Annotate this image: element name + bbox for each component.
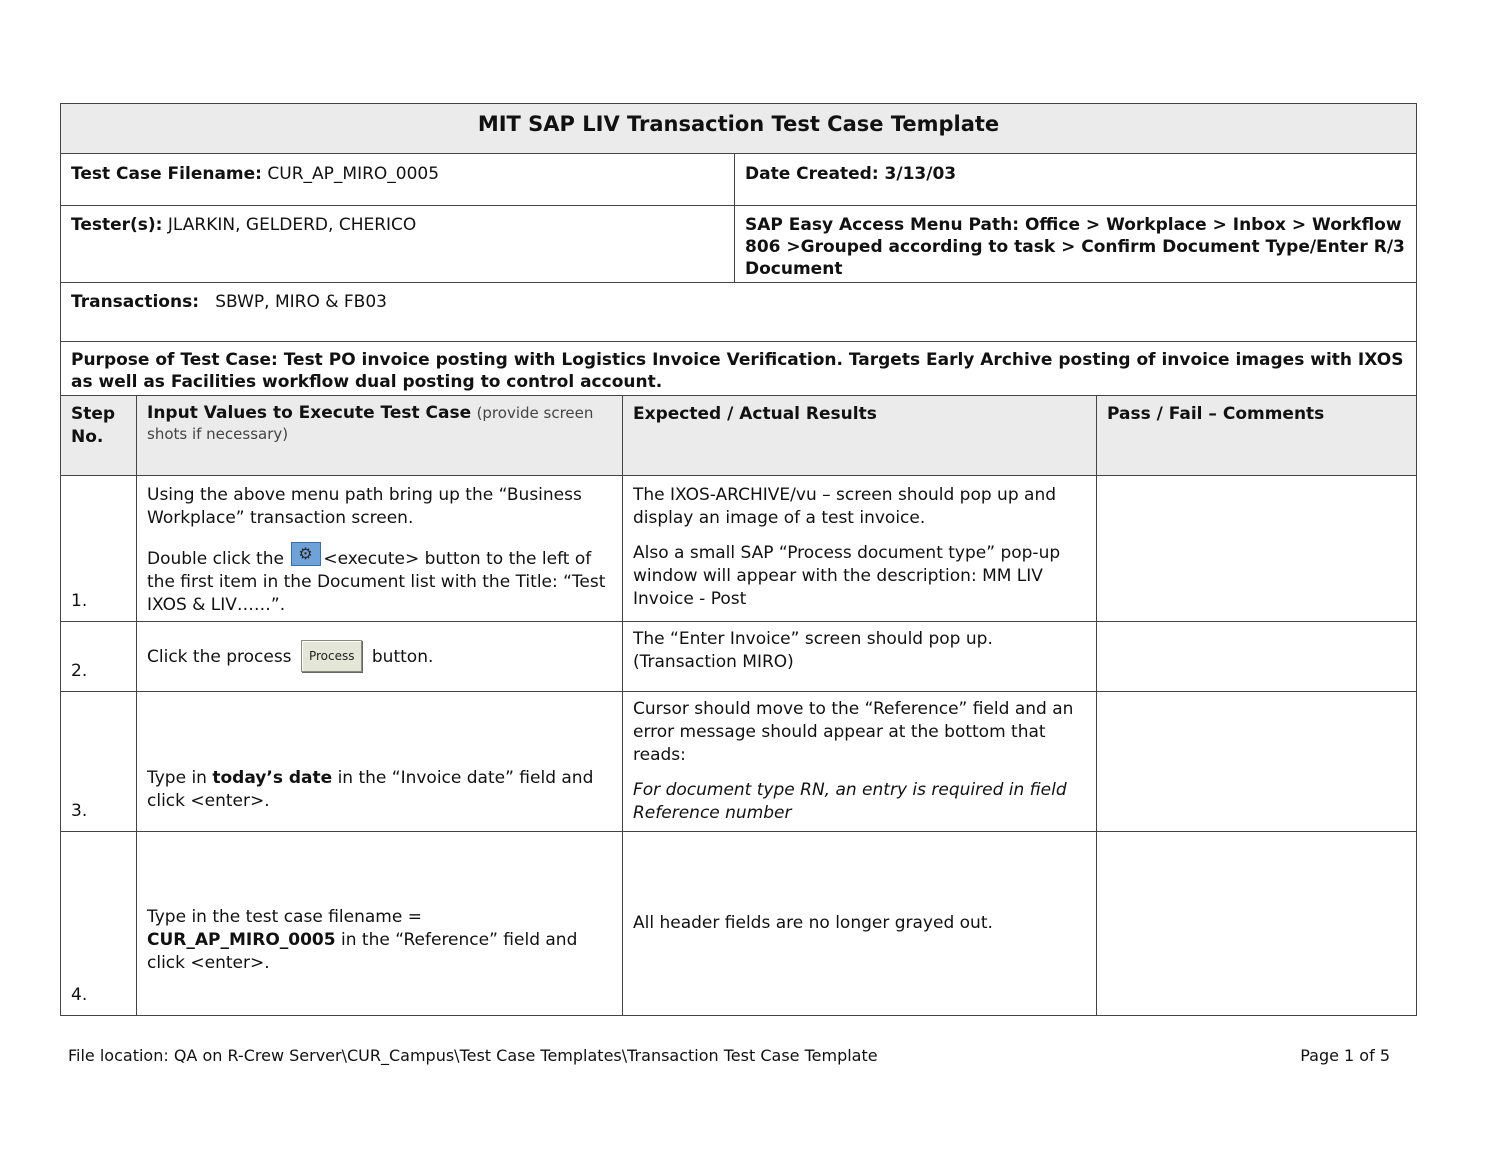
table-row <box>61 476 1417 622</box>
process-button-image: Process <box>301 640 363 672</box>
step-number: 2. <box>61 622 137 692</box>
step-input-text <box>147 542 612 617</box>
tester-label: Tester(s): <box>71 215 163 235</box>
title-row <box>61 104 1417 154</box>
step-expected <box>623 476 1097 622</box>
filename-value: CUR_AP_MIRO_0005 <box>267 164 440 184</box>
step-input-text-part: in the “Invoice date” field and click <enter>. <box>147 768 594 811</box>
step-input-text: Using the above menu path bring up the “Business Workplace” transaction screen. <box>147 485 582 528</box>
step-input-text-part: <execute> button to the left of the first item in the Document list with the Title: “Test IXOS & LIV……”. <box>147 549 606 615</box>
step-input <box>137 622 623 692</box>
step-expected: All header fields are no longer grayed out. <box>623 832 1097 1016</box>
transactions-cell: Transactions: SBWP, MIRO & FB03 <box>61 283 1417 342</box>
step-expected <box>623 692 1097 832</box>
step-number: 3. <box>61 692 137 832</box>
col-input-values <box>137 396 623 476</box>
file-location: File location: QA on R-Crew Server\CUR_Campus\Test Case Templates\Transaction Test Case Template <box>68 1046 878 1065</box>
step-expected-text: Also a small SAP “Process document type” pop-up window will appear with the description: MM LIV Invoice - Post <box>633 543 1061 609</box>
step-input-text-part: button. <box>371 646 434 667</box>
step-input-text-part: Double click the <box>147 549 284 569</box>
date-created: Date Created: 3/13/03 <box>735 154 1417 206</box>
column-header-row <box>61 396 1417 476</box>
col-pass-fail: Pass / Fail – Comments <box>1097 396 1417 476</box>
transactions-label: Transactions <box>71 292 193 312</box>
step-input-text-part: in the “Reference” field and click <enter>. <box>147 930 578 973</box>
step-pass-fail[interactable] <box>1097 622 1417 692</box>
tester-value: JLARKIN, GELDERD, CHERICO <box>167 215 417 235</box>
purpose-row <box>61 342 1417 396</box>
step-number: 1. <box>61 476 137 622</box>
step-expected-text: Cursor should move to the “Reference” field and an error message should appear at the bottom that reads: <box>633 699 1074 765</box>
table-row <box>61 692 1417 832</box>
step-number: 4. <box>61 832 137 1016</box>
test-case-document <box>60 103 1416 1016</box>
step-expected: The “Enter Invoice” screen should pop up. (Transaction MIRO) <box>623 622 1097 692</box>
col-expected-results: Expected / Actual Results <box>623 396 1097 476</box>
col-input-label: Input Values to Execute Test Case <box>147 403 472 423</box>
step-input-text-part: Type in <box>147 768 207 788</box>
transactions-row <box>61 283 1417 342</box>
filename-label: Test Case Filename <box>71 164 256 184</box>
tester-cell <box>61 206 735 283</box>
transactions-value: SBWP, MIRO & FB03 <box>215 292 387 312</box>
step-input <box>137 476 623 622</box>
purpose-of-test-case: Purpose of Test Case: Test PO invoice posting with Logistics Invoice Verification. Targets Early Archive posting of invoice images with IXOS as well as Facilities workflow dual posting to control account. <box>61 342 1417 396</box>
step-expected-text: The IXOS-ARCHIVE/vu – screen should pop up and display an image of a test invoice. <box>633 485 1057 528</box>
page-number: Page 1 of 5 <box>1300 1046 1390 1065</box>
filename-cell: Test Case Filename: CUR_AP_MIRO_0005 <box>61 154 735 206</box>
test-case-table <box>60 103 1417 1016</box>
step-input-bold: CUR_AP_MIRO_0005 <box>147 930 336 950</box>
tester-row <box>61 206 1417 283</box>
filename-row <box>61 154 1417 206</box>
error-message-text: For document type RN, an entry is required in field Reference number <box>633 780 1067 823</box>
menu-path: SAP Easy Access Menu Path: Office > Workplace > Inbox > Workflow 806 >Grouped according to task > Confirm Document Type/Enter R/3 Document <box>735 206 1417 283</box>
step-pass-fail[interactable] <box>1097 832 1417 1016</box>
step-input <box>137 832 623 1016</box>
col-input-note: (provide screen shots if necessary) <box>147 404 594 443</box>
document-title: MIT SAP LIV Transaction Test Case Template <box>61 104 1417 154</box>
table-row <box>61 832 1417 1016</box>
step-input-bold: today’s date <box>212 768 333 788</box>
col-step-no: Step No. <box>61 396 137 476</box>
execute-icon: ⚙ <box>291 542 321 566</box>
step-pass-fail[interactable] <box>1097 692 1417 832</box>
step-input-text-part: Click the process <box>147 646 292 667</box>
step-pass-fail[interactable] <box>1097 476 1417 622</box>
step-input-text-part: Type in the test case filename = <box>147 907 422 927</box>
table-row <box>61 622 1417 692</box>
step-input <box>137 692 623 832</box>
